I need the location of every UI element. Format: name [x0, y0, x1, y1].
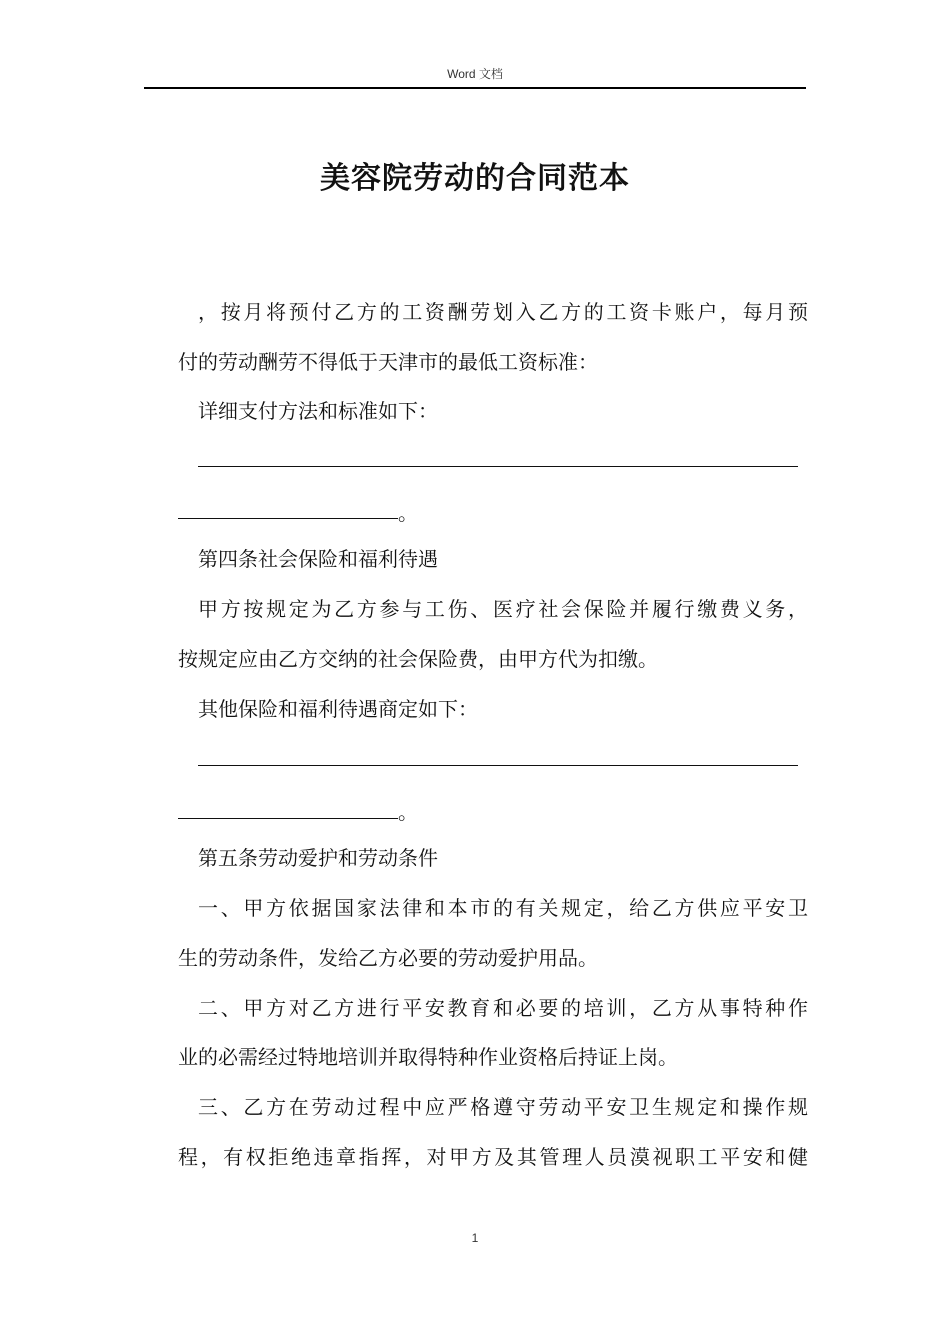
paragraph-line: 二、甲方对乙方进行平安教育和必要的培训，乙方从事特种作 [198, 996, 808, 1020]
paragraph-line: 业的必需经过特地培训并取得特种作业资格后持证上岗。 [178, 1045, 678, 1069]
paragraph-line: 详细支付方法和标准如下： [198, 399, 438, 423]
fill-in-blank-line [198, 466, 798, 467]
section-heading: 第四条社会保险和福利待遇 [198, 547, 438, 571]
section-heading: 第五条劳动爱护和劳动条件 [198, 846, 438, 870]
paragraph-line: 三、乙方在劳动过程中应严格遵守劳动平安卫生规定和操作规 [198, 1095, 808, 1119]
paragraph-line: 一、甲方依据国家法律和本市的有关规定，给乙方供应平安卫 [198, 896, 808, 920]
blank-period: 。 [398, 800, 418, 824]
fill-in-blank-line [198, 765, 798, 766]
paragraph-line: 生的劳动条件，发给乙方必要的劳动爱护用品。 [178, 946, 598, 970]
paragraph-line: 按规定应由乙方交纳的社会保险费，由甲方代为扣缴。 [178, 647, 658, 671]
page-number: 1 [471, 1231, 479, 1245]
fill-in-blank-line [178, 518, 398, 519]
page-header: Word 文档 [447, 67, 503, 81]
paragraph-line: ，按月将预付乙方的工资酬劳划入乙方的工资卡账户，每月预 [198, 300, 808, 324]
fill-in-blank-line [178, 818, 398, 819]
paragraph-line: 程，有权拒绝违章指挥，对甲方及其管理人员漠视职工平安和健 [178, 1145, 808, 1169]
paragraph-line: 其他保险和福利待遇商定如下： [198, 697, 478, 721]
document-title: 美容院劳动的合同范本 [320, 161, 630, 196]
header-rule [144, 87, 806, 89]
paragraph-line: 付的劳动酬劳不得低于天津市的最低工资标准： [178, 350, 598, 374]
paragraph-line: 甲方按规定为乙方参与工伤、医疗社会保险并履行缴费义务， [198, 597, 808, 621]
blank-period: 。 [398, 501, 418, 525]
